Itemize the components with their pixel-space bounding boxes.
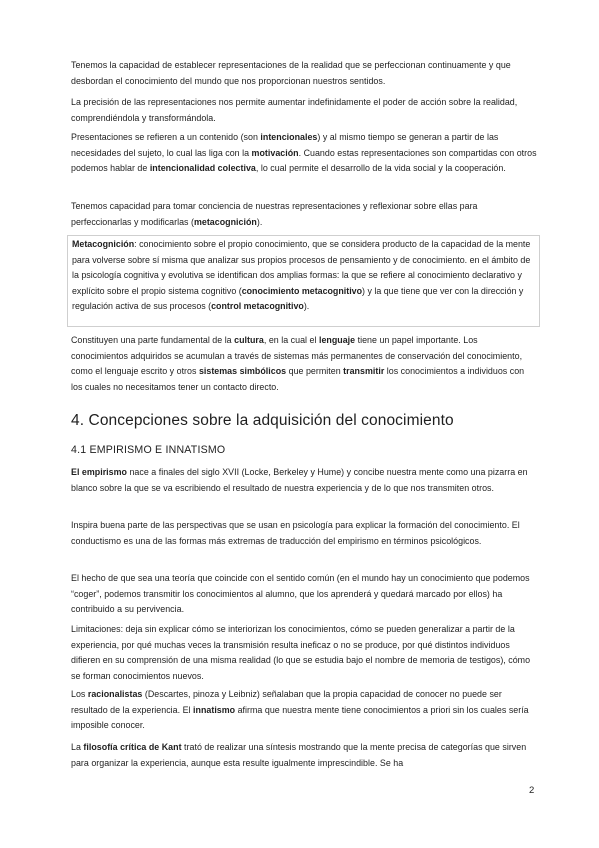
paragraph-common-sense: El hecho de que sea una teoría que coincide con el sentido común (en el mundo hay un conocimiento que podemos “coger”, podemos transmitir los conocimientos al alumno, que los aprenderá y quedará marcado por ellos) ha contribuido a su pervivencia. <box>71 573 530 615</box>
paragraph-kant: La filosofía crítica de Kant trató de realizar una síntesis mostrando que la mente precisa de categorías que sirven para organizar la experiencia, aunque esta resulte igualmente imprescindible. Se ha <box>71 742 527 768</box>
subsection-heading: 4.1 EMPIRISMO E INNATISMO <box>71 444 226 456</box>
paragraph-empiricism: El empirismo nace a finales del siglo XVII (Locke, Berkeley y Hume) y concibe nuestra mente como una pizarra en blanco sobre la que se va escribiendo el resultado de nuestra experiencia y de lo que nos transmiten otros. <box>71 467 528 493</box>
paragraph-culture: Constituyen una parte fundamental de la cultura, en la cual el lenguaje tiene un papel importante. Los conocimientos adquiridos se acumulan a través de sistemas más permanentes de conservación del conocimiento, como el lenguaje escrito y otros sistemas simbólicos que permiten transmitir los conocimientos a individuos con los cuales no necesitamos tener un contacto directo. <box>71 335 525 392</box>
paragraph-rationalists: Los racionalistas (Descartes, pinoza y Leibniz) señalaban que la propia capacidad de conocer no puede ser resultado de la experiencia. El innatismo afirma que nuestra mente tiene conocimientos a priori sin los cuales sería imposible conocer. <box>71 689 529 731</box>
metacognition-definition-box <box>67 235 540 327</box>
paragraph-psychology: Inspira buena parte de las perspectivas que se usan en psicología para explicar la formación del conocimiento. El conductismo es una de las formas más extremas de traducción del empirismo en términos psicológicos. <box>71 520 520 546</box>
paragraph-intentional: Presentaciones se refieren a un contenido (son intencionales) y al mismo tiempo se generan a partir de las necesidades del sujeto, lo cual las liga con la motivación. Cuando estas representaciones son compartidas con otros podemos hablar de intencionalidad colectiva, lo cual permite el desarrollo de la vida social y la cooperación. <box>71 132 537 174</box>
metacognition-definition-text: Metacognición: conocimiento sobre el propio conocimiento, que se considera producto de la capacidad de la mente para volverse sobre sí misma que analizar sus propios procesos de pensamiento y de conocimiento. en el ámbito de la psicología cognitiva y evolutiva se identifican dos amplias formas: la que se refiere al conocimiento declarativo y explícito sobre el propio sistema cognitivo (conocimiento metacognitivo) y la que tiene que ver con la dirección y regulación activa de sus procesos (control metacognitivo). <box>72 239 531 312</box>
paragraph-precision: La precisión de las representaciones nos permite aumentar indefinidamente el poder de acción sobre la realidad, comprendiéndola y transformándola. <box>71 97 518 123</box>
paragraph-metacognition-intro: Tenemos capacidad para tomar conciencia de nuestras representaciones y reflexionar sobre ellas para perfeccionarlas y modificarlas (metacognición). <box>71 201 478 227</box>
section-heading: 4. Concepciones sobre la adquisición del conocimiento <box>71 412 454 429</box>
paragraph-representations: Tenemos la capacidad de establecer representaciones de la realidad que se perfeccionan continuamente y que desbordan el conocimiento del mundo que nos proporcionan nuestros sentidos. <box>71 60 511 86</box>
paragraph-limitations: Limitaciones: deja sin explicar cómo se interiorizan los conocimientos, cómo se pueden generalizar a partir de la experiencia, por qué muchas veces la transmisión resulta ineficaz o no se produce, por qué distintos individuos difieren en su comprensión de una misma realidad (lo que se estudia bajo el nombre de memoria de testigos), cómo se forman conocimientos nuevos. <box>71 624 531 681</box>
page-number: 2 <box>529 785 535 796</box>
